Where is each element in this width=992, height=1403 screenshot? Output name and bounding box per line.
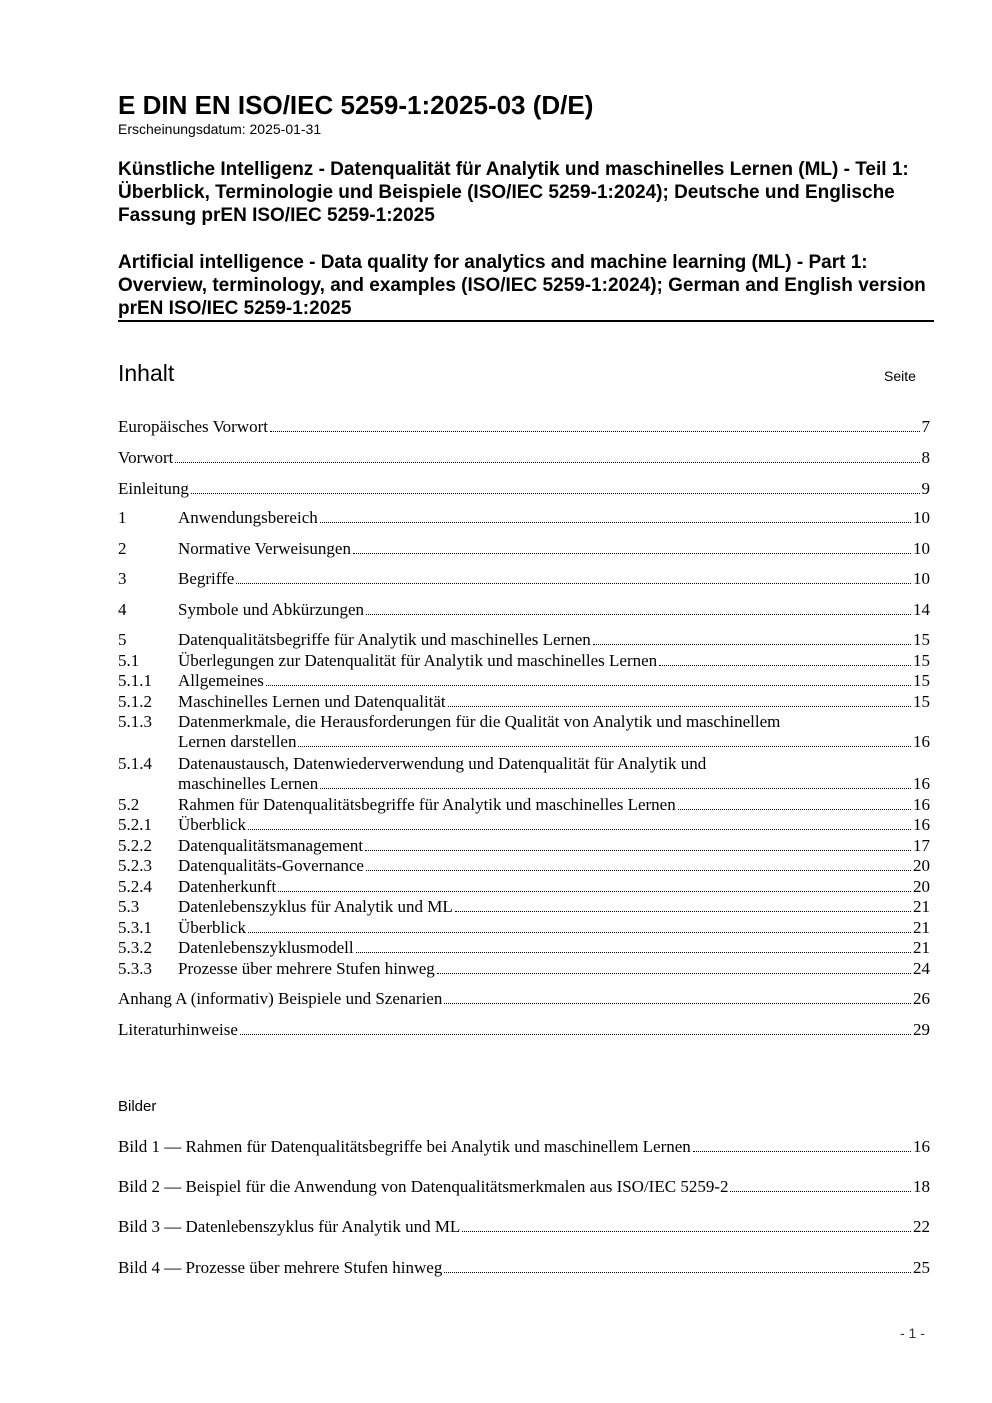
toc-entry-number: 4 bbox=[118, 600, 127, 619]
leader-dots bbox=[266, 685, 911, 686]
leader-dots bbox=[248, 829, 911, 830]
toc-entry[interactable] bbox=[118, 897, 930, 917]
toc-entry[interactable] bbox=[118, 856, 930, 876]
toc-entry-title: Symbole und Abkürzungen bbox=[178, 600, 365, 619]
figure-entry[interactable] bbox=[118, 1137, 930, 1157]
figure-entry[interactable] bbox=[118, 1217, 930, 1237]
toc-entry-title: Datenqualitäts-Governance bbox=[178, 856, 364, 875]
toc-entry-number: 5.3.1 bbox=[118, 918, 152, 937]
figure-entry-title: Bild 4 — Prozesse über mehrere Stufen hinweg bbox=[118, 1258, 443, 1277]
leader-dots bbox=[693, 1151, 911, 1152]
toc-entry-number: 5 bbox=[118, 630, 127, 649]
toc-entry[interactable] bbox=[118, 569, 930, 589]
page-number: - 1 - bbox=[900, 1325, 925, 1341]
leader-dots bbox=[366, 614, 911, 615]
leader-dots bbox=[248, 932, 911, 933]
toc-entry-number: 5.2.2 bbox=[118, 836, 152, 855]
toc-page-column-label: Seite bbox=[884, 368, 916, 384]
toc-entry-title-continuation: Lernen darstellen bbox=[178, 732, 297, 751]
toc-entry-title: Datenherkunft bbox=[178, 877, 277, 896]
toc-entry-number: 5.3.2 bbox=[118, 938, 152, 957]
toc-entry-title: Anhang A (informativ) Beispiele und Szenarien bbox=[118, 989, 443, 1008]
leader-dots bbox=[366, 870, 911, 871]
leader-dots bbox=[730, 1191, 911, 1192]
leader-dots bbox=[353, 553, 911, 554]
leader-dots bbox=[270, 431, 920, 432]
toc-entry-page: 24 bbox=[913, 959, 930, 978]
figures-heading: Bilder bbox=[118, 1098, 157, 1115]
leader-dots bbox=[659, 665, 911, 666]
toc-entry-page: 7 bbox=[921, 417, 930, 436]
toc-entry-title: Maschinelles Lernen und Datenqualität bbox=[178, 692, 446, 711]
toc-entry-title: Begriffe bbox=[178, 569, 235, 588]
toc-entry-page: 26 bbox=[913, 989, 930, 1008]
leader-dots bbox=[455, 911, 911, 912]
toc-entry[interactable] bbox=[118, 877, 930, 897]
figure-entry-page: 18 bbox=[913, 1177, 930, 1196]
toc-entry[interactable] bbox=[118, 938, 930, 958]
toc-entry-title: Anwendungsbereich bbox=[178, 508, 318, 527]
toc-entry[interactable] bbox=[118, 1020, 930, 1040]
figure-entry[interactable] bbox=[118, 1177, 930, 1197]
toc-entry-number: 5.1.4 bbox=[118, 754, 152, 773]
toc-entry-page: 15 bbox=[913, 630, 930, 649]
toc-entry-number: 5.3.3 bbox=[118, 959, 152, 978]
toc-entry-number: 5.2.4 bbox=[118, 877, 152, 896]
toc-entry-title: Einleitung bbox=[118, 479, 189, 498]
leader-dots bbox=[320, 522, 911, 523]
toc-entry-title: Datenqualitätsmanagement bbox=[178, 836, 364, 855]
toc-entry-title: Literaturhinweise bbox=[118, 1020, 238, 1039]
leader-dots bbox=[365, 850, 911, 851]
toc-entry[interactable] bbox=[118, 651, 930, 671]
toc-entry-page: 16 bbox=[913, 732, 930, 751]
toc-entry[interactable] bbox=[118, 508, 930, 528]
toc-entry-page: 20 bbox=[913, 877, 930, 896]
toc-entry-page: 16 bbox=[913, 795, 930, 814]
toc-entry-page: 9 bbox=[921, 479, 930, 498]
leader-dots bbox=[462, 1231, 911, 1232]
toc-entry-page: 20 bbox=[913, 856, 930, 875]
toc-entry[interactable] bbox=[118, 417, 930, 437]
toc-entry-title: Überblick bbox=[178, 815, 246, 834]
toc-entry-page: 10 bbox=[913, 569, 930, 588]
toc-entry-number: 5.2.1 bbox=[118, 815, 152, 834]
toc-entry[interactable] bbox=[118, 918, 930, 938]
figure-entry-page: 25 bbox=[913, 1258, 930, 1277]
toc-entry-title: Prozesse über mehrere Stufen hinweg bbox=[178, 959, 435, 978]
leader-dots bbox=[356, 952, 911, 953]
toc-entry[interactable] bbox=[118, 479, 930, 499]
toc-entry-title: Europäisches Vorwort bbox=[118, 417, 268, 436]
toc-entry-title: Datenmerkmale, die Herausforderungen für die Qualität von Analytik und maschinellem bbox=[178, 712, 781, 731]
toc-entry-title: Vorwort bbox=[118, 448, 174, 467]
toc-entry-page: 17 bbox=[913, 836, 930, 855]
leader-dots bbox=[278, 891, 911, 892]
toc-entry-title: Allgemeines bbox=[178, 671, 264, 690]
toc-entry-number: 5.1.1 bbox=[118, 671, 152, 690]
toc-entry-title: Normative Verweisungen bbox=[178, 539, 351, 558]
toc-entry[interactable] bbox=[118, 539, 930, 559]
figure-entry[interactable] bbox=[118, 1258, 930, 1278]
toc-entry-number: 3 bbox=[118, 569, 127, 588]
toc-entry-page: 16 bbox=[913, 815, 930, 834]
toc-entry-number: 5.1 bbox=[118, 651, 140, 670]
toc-entry[interactable] bbox=[118, 795, 930, 815]
toc-entry-page: 8 bbox=[921, 448, 930, 467]
toc-heading: Inhalt bbox=[118, 360, 175, 386]
toc-entry-number: 5.1.2 bbox=[118, 692, 152, 711]
document-id: E DIN EN ISO/IEC 5259-1:2025-03 (D/E) bbox=[118, 90, 594, 120]
toc-entry[interactable] bbox=[118, 712, 930, 752]
toc-entry-page: 16 bbox=[913, 774, 930, 793]
toc-entry[interactable] bbox=[118, 959, 930, 979]
toc-entry[interactable] bbox=[118, 448, 930, 468]
toc-entry-page: 21 bbox=[913, 918, 930, 937]
toc-entry-page: 10 bbox=[913, 539, 930, 558]
toc-entry-title: Datenaustausch, Datenwiederverwendung und Datenqualität für Analytik und bbox=[178, 754, 707, 773]
figure-entry-title: Bild 1 — Rahmen für Datenqualitätsbegriffe bei Analytik und maschinellem Lernen bbox=[118, 1137, 691, 1156]
toc-entry-page: 10 bbox=[913, 508, 930, 527]
title-english: Artificial intelligence - Data quality for analytics and machine learning (ML) - Part 1: Overview, terminology, and examples (ISO/IEC 5259-1:2024); German and English version prEN ISO/IEC 5259-1:2025 bbox=[118, 252, 926, 319]
leader-dots bbox=[175, 462, 919, 463]
figure-entry-title: Bild 2 — Beispiel für die Anwendung von Datenqualitätsmerkmalen aus ISO/IEC 5259-2 bbox=[118, 1177, 729, 1196]
title-german: Künstliche Intelligenz - Datenqualität für Analytik und maschinelles Lernen (ML) - Teil 1: Überblick, Terminologie und Beispiele (ISO/IEC 5259-1:2024); Deutsche und Englische Fassung prEN ISO/IEC 5259-1:2025 bbox=[118, 159, 909, 226]
toc-entry-page: 15 bbox=[913, 651, 930, 670]
leader-dots bbox=[191, 493, 920, 494]
figure-entry-page: 16 bbox=[913, 1137, 930, 1156]
toc-entry-title-continuation: maschinelles Lernen bbox=[178, 774, 319, 793]
leader-dots bbox=[298, 746, 911, 747]
toc-entry[interactable] bbox=[118, 692, 930, 712]
toc-entry-title: Überblick bbox=[178, 918, 246, 937]
toc-entry-title: Datenlebenszyklus für Analytik und ML bbox=[178, 897, 453, 916]
toc-entry[interactable] bbox=[118, 815, 930, 835]
leader-dots bbox=[320, 788, 911, 789]
leader-dots bbox=[240, 1034, 911, 1035]
leader-dots bbox=[593, 644, 911, 645]
toc-entry-title: Überlegungen zur Datenqualität für Analytik und maschinelles Lernen bbox=[178, 651, 658, 670]
toc-entry-number: 5.2 bbox=[118, 795, 140, 814]
toc-entry-page: 15 bbox=[913, 692, 930, 711]
toc-entry-number: 5.3 bbox=[118, 897, 140, 916]
toc-entry-title: Datenlebenszyklusmodell bbox=[178, 938, 354, 957]
toc-entry-page: 21 bbox=[913, 938, 930, 957]
publication-date: Erscheinungsdatum: 2025-01-31 bbox=[118, 121, 322, 137]
leader-dots bbox=[444, 1272, 911, 1273]
title-divider bbox=[118, 320, 934, 322]
toc-entry-number: 2 bbox=[118, 539, 127, 558]
figure-entry-title: Bild 3 — Datenlebenszyklus für Analytik und ML bbox=[118, 1217, 461, 1236]
leader-dots bbox=[448, 706, 911, 707]
toc-entry-title: Rahmen für Datenqualitätsbegriffe für Analytik und maschinelles Lernen bbox=[178, 795, 676, 814]
toc-entry[interactable] bbox=[118, 836, 930, 856]
toc-entry[interactable] bbox=[118, 989, 930, 1009]
leader-dots bbox=[678, 809, 911, 810]
figure-entry-page: 22 bbox=[913, 1217, 930, 1236]
toc-entry-page: 21 bbox=[913, 897, 930, 916]
toc-entry[interactable] bbox=[118, 754, 930, 794]
toc-entry-title: Datenqualitätsbegriffe für Analytik und maschinelles Lernen bbox=[178, 630, 591, 649]
toc-entry-number: 5.2.3 bbox=[118, 856, 152, 875]
toc-entry-number: 5.1.3 bbox=[118, 712, 152, 731]
toc-entry-page: 14 bbox=[913, 600, 930, 619]
leader-dots bbox=[444, 1003, 911, 1004]
leader-dots bbox=[437, 973, 911, 974]
toc-entry-page: 29 bbox=[913, 1020, 930, 1039]
toc-entry-page: 15 bbox=[913, 671, 930, 690]
toc-entry[interactable] bbox=[118, 600, 930, 620]
toc-entry[interactable] bbox=[118, 671, 930, 691]
leader-dots bbox=[236, 583, 911, 584]
toc-entry-number: 1 bbox=[118, 508, 127, 527]
toc-entry[interactable] bbox=[118, 630, 930, 650]
